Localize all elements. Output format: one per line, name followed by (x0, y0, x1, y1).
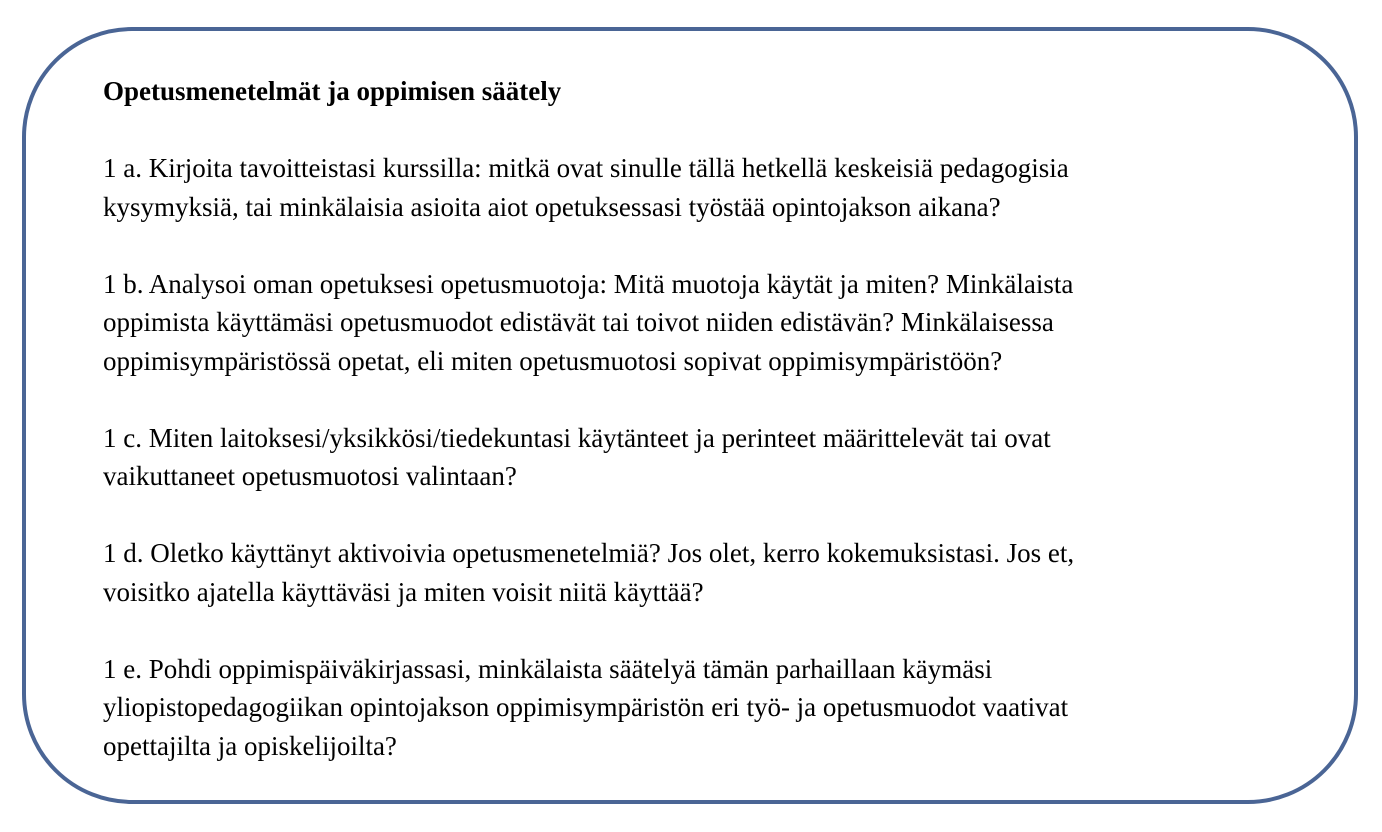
question-1e (103, 650, 1333, 766)
question-line: oppimista käyttämäsi opetusmuodot edistävät tai toivot niiden edistävän? Minkälaisessa (103, 307, 1054, 337)
document-title: Opetusmenetelmät ja oppimisen säätely (103, 76, 562, 106)
question-line: oppimisympäristössä opetat, eli miten opetusmuotosi sopivat oppimisympäristöön? (103, 345, 1003, 376)
question-line: 1 a. Kirjoita tavoitteistasi kurssilla: mitkä ovat sinulle tällä hetkellä keskeisiä pedagogisia (103, 153, 1069, 183)
question-1b (103, 265, 1333, 381)
question-1c (103, 419, 1333, 496)
question-line: 1 c. Miten laitoksesi/yksikkösi/tiedekuntasi käytänteet ja perinteet määrittelevät tai ovat (103, 422, 1051, 453)
question-line: 1 e. Pohdi oppimispäiväkirjassasi, minkälaista säätelyä tämän parhaillaan käymäsi (103, 653, 993, 684)
document-content (103, 72, 1333, 765)
question-line: opettajilta ja opiskelijoilta? (103, 730, 397, 761)
question-line: voisitko ajatella käyttäväsi ja miten voisit niitä käyttää? (103, 576, 704, 607)
question-line: 1 d. Oletko käyttänyt aktivoivia opetusmenetelmiä? Jos olet, kerro kokemuksistasi. Jos et, (103, 538, 1075, 568)
question-line: yliopistopedagogiikan opintojakson oppimisympäristön eri työ- ja opetusmuodot vaativat (103, 692, 1069, 722)
question-line: vaikuttaneet opetusmuotosi valintaan? (103, 461, 517, 491)
question-1d (103, 534, 1333, 611)
question-line: 1 b. Analysoi oman opetuksesi opetusmuotoja: Mitä muotoja käytät ja miten? Minkälaista (103, 268, 1074, 299)
question-line: kysymyksiä, tai minkälaisia asioita aiot opetuksessasi työstää opintojakson aikana? (103, 191, 1001, 222)
question-1a (103, 149, 1333, 226)
